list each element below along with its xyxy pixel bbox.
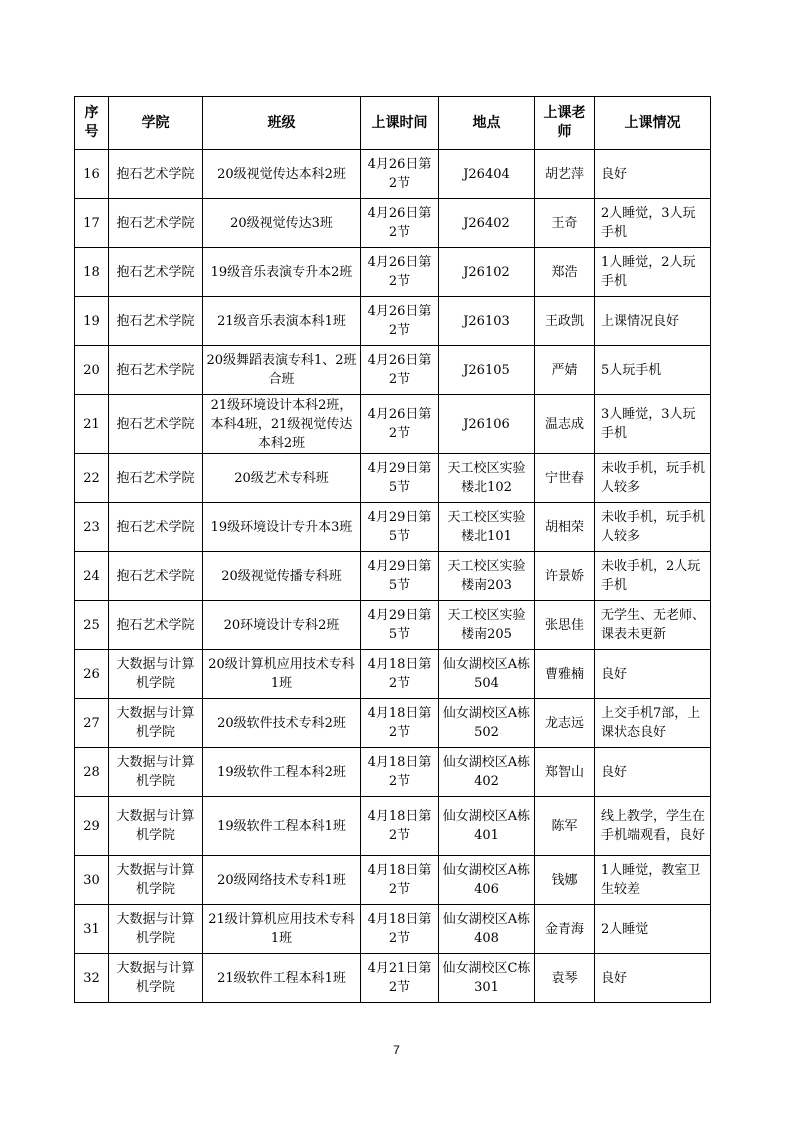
table-row [75, 699, 711, 748]
cell-class: 20级视觉传达本科2班 [203, 150, 361, 199]
cell-status: 上课情况良好 [595, 297, 711, 346]
cell-teacher: 郑浩 [535, 248, 595, 297]
cell-number: 18 [75, 248, 109, 297]
cell-class: 21级环境设计本科2班，本科4班，21级视觉传达本科2班 [203, 395, 361, 454]
cell-teacher: 龙志远 [535, 699, 595, 748]
cell-place: 仙女湖校区A栋502 [439, 699, 535, 748]
cell-class: 20级艺术专科班 [203, 454, 361, 503]
header-row [75, 97, 711, 150]
cell-time: 4月18日第2节 [361, 748, 439, 797]
cell-number: 27 [75, 699, 109, 748]
cell-college: 大数据与计算机学院 [109, 954, 203, 1003]
cell-number: 29 [75, 797, 109, 856]
page-number: 7 [393, 1043, 400, 1057]
cell-status: 未收手机，2人玩手机 [595, 552, 711, 601]
cell-college: 抱石艺术学院 [109, 552, 203, 601]
table-row [75, 650, 711, 699]
table-row [75, 150, 711, 199]
table-row [75, 905, 711, 954]
cell-status: 未收手机，玩手机人较多 [595, 454, 711, 503]
cell-teacher: 王政凯 [535, 297, 595, 346]
cell-teacher: 钱娜 [535, 856, 595, 905]
cell-place: J26404 [439, 150, 535, 199]
cell-status: 良好 [595, 748, 711, 797]
cell-teacher: 胡艺萍 [535, 150, 595, 199]
cell-number: 19 [75, 297, 109, 346]
cell-place: 仙女湖校区A栋401 [439, 797, 535, 856]
header-teacher: 上课老师 [535, 97, 595, 150]
cell-time: 4月26日第2节 [361, 346, 439, 395]
table-row [75, 503, 711, 552]
cell-teacher: 温志成 [535, 395, 595, 454]
cell-number: 26 [75, 650, 109, 699]
cell-class: 19级环境设计专升本3班 [203, 503, 361, 552]
cell-status: 1人睡觉，教室卫生较差 [595, 856, 711, 905]
cell-status: 2人睡觉，3人玩手机 [595, 199, 711, 248]
cell-place: 天工校区实验楼南203 [439, 552, 535, 601]
cell-teacher: 袁琴 [535, 954, 595, 1003]
table-row [75, 797, 711, 856]
cell-place: 仙女湖校区A栋406 [439, 856, 535, 905]
cell-college: 大数据与计算机学院 [109, 748, 203, 797]
inspection-table [74, 96, 711, 1003]
cell-class: 19级音乐表演专升本2班 [203, 248, 361, 297]
cell-place: J26402 [439, 199, 535, 248]
cell-class: 20级计算机应用技术专科1班 [203, 650, 361, 699]
header-college: 学院 [109, 97, 203, 150]
cell-time: 4月29日第5节 [361, 601, 439, 650]
cell-class: 20级网络技术专科1班 [203, 856, 361, 905]
cell-teacher: 宁世春 [535, 454, 595, 503]
cell-place: 仙女湖校区A栋504 [439, 650, 535, 699]
table-row [75, 552, 711, 601]
cell-time: 4月26日第2节 [361, 150, 439, 199]
cell-class: 20级视觉传达3班 [203, 199, 361, 248]
cell-teacher: 陈军 [535, 797, 595, 856]
cell-college: 大数据与计算机学院 [109, 650, 203, 699]
cell-class: 21级计算机应用技术专科1班 [203, 905, 361, 954]
cell-college: 大数据与计算机学院 [109, 797, 203, 856]
table-row [75, 199, 711, 248]
cell-college: 大数据与计算机学院 [109, 699, 203, 748]
cell-teacher: 金青海 [535, 905, 595, 954]
cell-time: 4月18日第2节 [361, 797, 439, 856]
cell-place: 仙女湖校区A栋402 [439, 748, 535, 797]
cell-time: 4月18日第2节 [361, 905, 439, 954]
cell-college: 抱石艺术学院 [109, 346, 203, 395]
cell-status: 无学生、无老师、课表未更新 [595, 601, 711, 650]
cell-place: J26103 [439, 297, 535, 346]
cell-teacher: 张思佳 [535, 601, 595, 650]
cell-number: 17 [75, 199, 109, 248]
cell-time: 4月21日第2节 [361, 954, 439, 1003]
cell-number: 25 [75, 601, 109, 650]
cell-number: 23 [75, 503, 109, 552]
cell-class: 20环境设计专科2班 [203, 601, 361, 650]
header-place: 地点 [439, 97, 535, 150]
table-row [75, 856, 711, 905]
header-time: 上课时间 [361, 97, 439, 150]
cell-status: 上交手机7部，上课状态良好 [595, 699, 711, 748]
table-row [75, 395, 711, 454]
table-row [75, 248, 711, 297]
table-row [75, 454, 711, 503]
cell-number: 16 [75, 150, 109, 199]
cell-teacher: 王奇 [535, 199, 595, 248]
cell-college: 抱石艺术学院 [109, 395, 203, 454]
cell-status: 线上教学，学生在手机端观看，良好 [595, 797, 711, 856]
cell-time: 4月26日第2节 [361, 297, 439, 346]
cell-time: 4月18日第2节 [361, 699, 439, 748]
cell-teacher: 郑智山 [535, 748, 595, 797]
cell-class: 20级视觉传播专科班 [203, 552, 361, 601]
cell-college: 抱石艺术学院 [109, 454, 203, 503]
header-class: 班级 [203, 97, 361, 150]
cell-time: 4月29日第5节 [361, 552, 439, 601]
table-row [75, 297, 711, 346]
cell-place: 天工校区实验楼北102 [439, 454, 535, 503]
cell-time: 4月29日第5节 [361, 503, 439, 552]
cell-status: 1人睡觉，2人玩手机 [595, 248, 711, 297]
cell-number: 22 [75, 454, 109, 503]
cell-teacher: 曹雅楠 [535, 650, 595, 699]
cell-teacher: 胡相荣 [535, 503, 595, 552]
cell-college: 大数据与计算机学院 [109, 905, 203, 954]
cell-number: 21 [75, 395, 109, 454]
cell-class: 20级舞蹈表演专科1、2班合班 [203, 346, 361, 395]
cell-class: 21级软件工程本科1班 [203, 954, 361, 1003]
cell-college: 抱石艺术学院 [109, 503, 203, 552]
cell-status: 未收手机，玩手机人较多 [595, 503, 711, 552]
cell-place: J26102 [439, 248, 535, 297]
cell-number: 30 [75, 856, 109, 905]
cell-number: 31 [75, 905, 109, 954]
cell-place: 天工校区实验楼南205 [439, 601, 535, 650]
cell-place: 仙女湖校区A栋408 [439, 905, 535, 954]
cell-college: 抱石艺术学院 [109, 150, 203, 199]
cell-college: 大数据与计算机学院 [109, 856, 203, 905]
table-header [75, 97, 711, 150]
cell-time: 4月26日第2节 [361, 199, 439, 248]
cell-teacher: 严婧 [535, 346, 595, 395]
table-row [75, 346, 711, 395]
cell-college: 抱石艺术学院 [109, 248, 203, 297]
table-body [75, 150, 711, 1003]
header-number: 序号 [75, 97, 109, 150]
cell-place: J26105 [439, 346, 535, 395]
cell-time: 4月26日第2节 [361, 395, 439, 454]
header-status: 上课情况 [595, 97, 711, 150]
cell-college: 抱石艺术学院 [109, 297, 203, 346]
cell-number: 24 [75, 552, 109, 601]
cell-time: 4月29日第5节 [361, 454, 439, 503]
cell-college: 抱石艺术学院 [109, 601, 203, 650]
cell-status: 良好 [595, 150, 711, 199]
cell-teacher: 许景娇 [535, 552, 595, 601]
cell-place: J26106 [439, 395, 535, 454]
cell-status: 3人睡觉，3人玩手机 [595, 395, 711, 454]
cell-status: 5人玩手机 [595, 346, 711, 395]
cell-number: 28 [75, 748, 109, 797]
cell-class: 19级软件工程本科2班 [203, 748, 361, 797]
table-row [75, 954, 711, 1003]
cell-class: 20级软件技术专科2班 [203, 699, 361, 748]
cell-number: 20 [75, 346, 109, 395]
table-row [75, 601, 711, 650]
cell-number: 32 [75, 954, 109, 1003]
cell-time: 4月26日第2节 [361, 248, 439, 297]
cell-place: 天工校区实验楼北101 [439, 503, 535, 552]
cell-class: 21级音乐表演本科1班 [203, 297, 361, 346]
cell-time: 4月18日第2节 [361, 650, 439, 699]
cell-place: 仙女湖校区C栋301 [439, 954, 535, 1003]
cell-status: 2人睡觉 [595, 905, 711, 954]
cell-status: 良好 [595, 954, 711, 1003]
table-row [75, 748, 711, 797]
cell-class: 19级软件工程本科1班 [203, 797, 361, 856]
cell-college: 抱石艺术学院 [109, 199, 203, 248]
cell-status: 良好 [595, 650, 711, 699]
cell-time: 4月18日第2节 [361, 856, 439, 905]
